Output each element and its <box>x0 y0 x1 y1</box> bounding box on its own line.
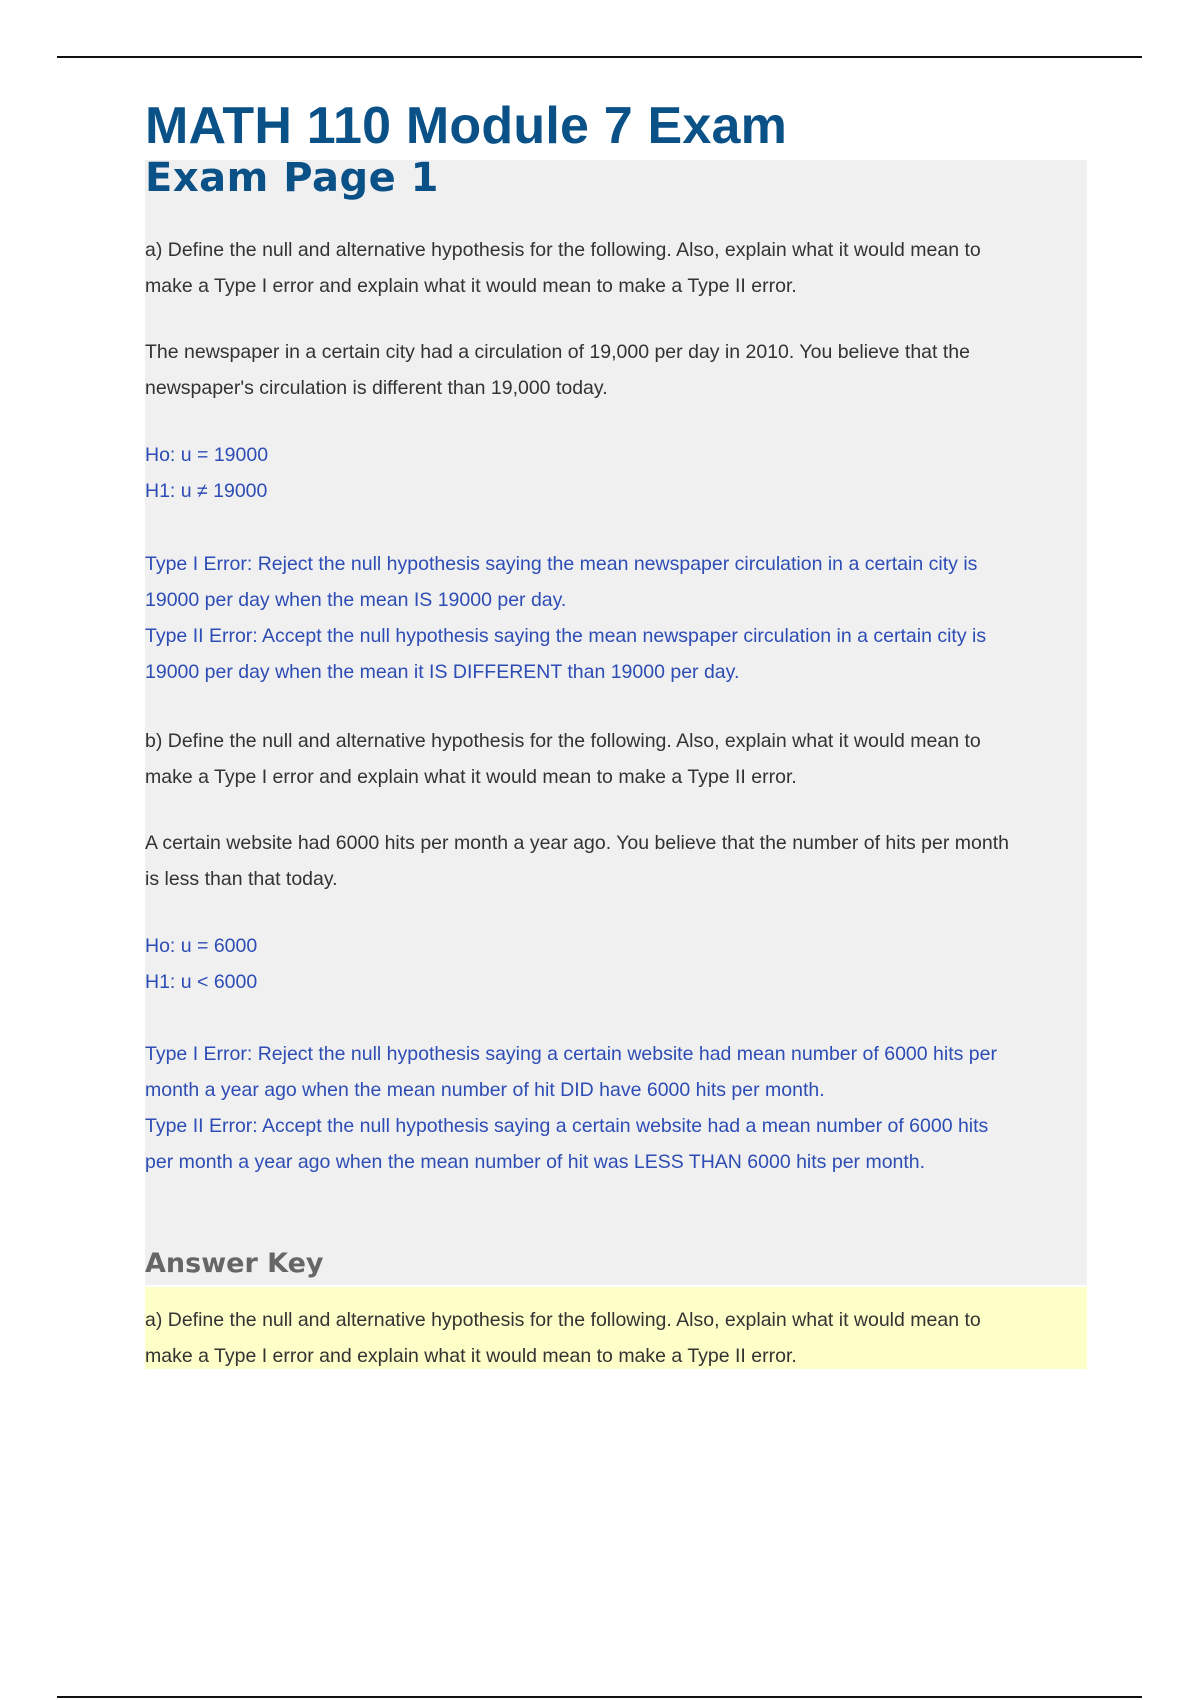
top-rule <box>57 56 1142 58</box>
text-line: Type I Error: Reject the null hypothesis saying a certain website had mean number of 6000 hits per <box>145 1043 997 1065</box>
question-a-scenario <box>145 334 1085 406</box>
question-a-hypotheses <box>145 437 1085 509</box>
question-b-scenario <box>145 825 1085 897</box>
text-line: per month a year ago when the mean number of hit was LESS THAN 6000 hits per month. <box>145 1151 926 1173</box>
text-line: The newspaper in a certain city had a circulation of 19,000 per day in 2010. You believe that the <box>145 341 970 363</box>
question-b-errors <box>145 1036 1085 1180</box>
text-line: month a year ago when the mean number of hit DID have 6000 hits per month. <box>145 1079 825 1101</box>
question-a-errors <box>145 546 1085 690</box>
question-b-prompt <box>145 723 1085 795</box>
text-line: a) Define the null and alternative hypothesis for the following. Also, explain what it would mean to <box>145 1309 981 1331</box>
text-line: a) Define the null and alternative hypothesis for the following. Also, explain what it would mean to <box>145 239 981 261</box>
text-line: Type II Error: Accept the null hypothesis saying a certain website had a mean number of 6000 hits <box>145 1115 989 1137</box>
text-line: make a Type I error and explain what it would mean to make a Type II error. <box>145 766 797 788</box>
answer-key-prompt <box>145 1302 1085 1374</box>
answer-key-heading: Answer Key <box>145 1248 324 1279</box>
exam-title: MATH 110 Module 7 Exam <box>145 97 788 155</box>
text-line: 19000 per day when the mean IS 19000 per day. <box>145 589 567 611</box>
text-line: make a Type I error and explain what it would mean to make a Type II error. <box>145 1345 797 1367</box>
text-line: 19000 per day when the mean it IS DIFFERENT than 19000 per day. <box>145 661 740 683</box>
text-line: make a Type I error and explain what it would mean to make a Type II error. <box>145 275 797 297</box>
text-line: Type I Error: Reject the null hypothesis saying the mean newspaper circulation in a certain city is <box>145 553 978 575</box>
text-line: A certain website had 6000 hits per month a year ago. You believe that the number of hits per month <box>145 832 1009 854</box>
text-line: is less than that today. <box>145 868 338 890</box>
alternative-hypothesis: H1: u < 6000 <box>145 971 258 993</box>
text-line: Type II Error: Accept the null hypothesis saying the mean newspaper circulation in a certain city is <box>145 625 987 647</box>
page-heading: Exam Page 1 <box>145 155 439 201</box>
text-line: b) Define the null and alternative hypothesis for the following. Also, explain what it would mean to <box>145 730 981 752</box>
alternative-hypothesis: H1: u ≠ 19000 <box>145 480 268 502</box>
question-a-prompt <box>145 232 1085 304</box>
text-line: newspaper's circulation is different than 19,000 today. <box>145 377 608 399</box>
null-hypothesis: Ho: u = 19000 <box>145 444 269 466</box>
null-hypothesis: Ho: u = 6000 <box>145 935 258 957</box>
bottom-rule <box>57 1696 1142 1698</box>
question-b-hypotheses <box>145 928 1085 1000</box>
